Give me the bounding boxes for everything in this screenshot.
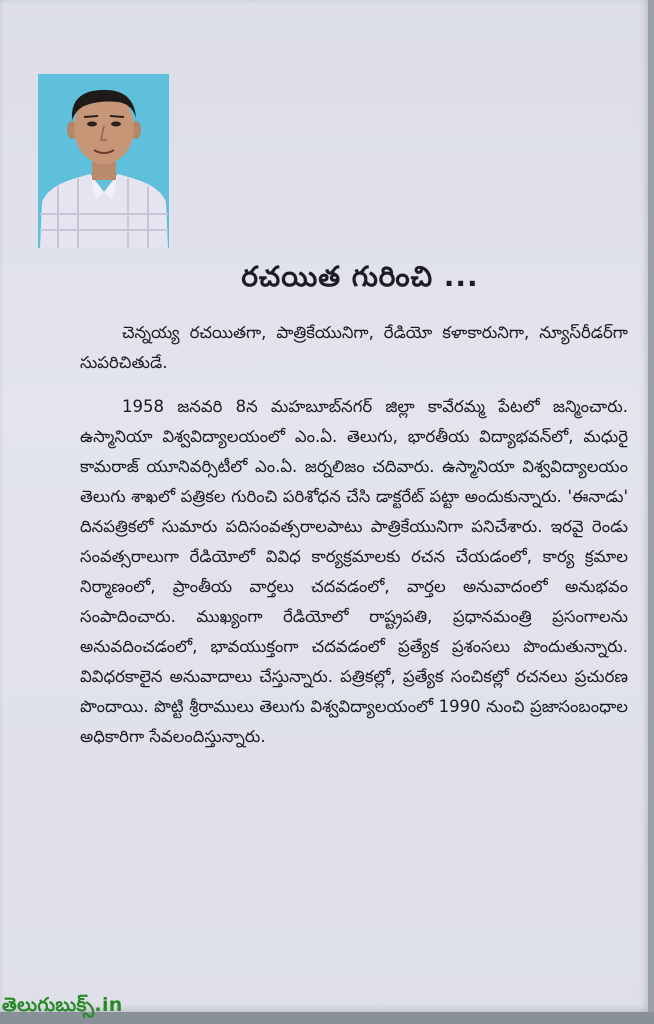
author-bio — [80, 318, 628, 766]
section-heading: రచయిత గురించి ... — [241, 260, 479, 293]
author-portrait-image — [38, 74, 169, 248]
author-photo — [38, 74, 169, 248]
site-watermark: తెలుగుబుక్స్.in — [2, 994, 123, 1016]
bio-paragraph-details: 1958 జనవరి 8న మహబూబ్‌నగర్ జిల్లా కావేరమ్మ పేటలో జన్మించారు. ఉస్మానియా విశ్వవిద్యాలయంలో ఎం.ఏ. తెలుగు, భారతీయ విద్యాభవన్‌లో, మధురై కామరాజ్ యూనివర్సిటీలో ఎం.ఏ. జర్నలిజం చదివారు. ఉస్మానియా విశ్వవిద్యాలయం తెలుగు శాఖలో పత్రికల గురించి పరిశోధన చేసి డాక్టరేట్ పట్టా అందుకున్నారు. 'ఈనాడు' దినపత్రికలో సుమారు పదిసంవత్సరాలపాటు పాత్రికేయునిగా పనిచేశారు. ఇరవై రెండు సంవత్సరాలుగా రేడియోలో వివిధ కార్యక్రమాలకు రచన చేయడంలో, కార్య క్రమాల నిర్మాణంలో, ప్రాంతీయ వార్తలు చదవడంలో, వార్తల అనువాదంలో అనుభవం సంపాదించారు. ముఖ్యంగా రేడియోలో రాష్ట్రపతి, ప్రధానమంత్రి ప్రసంగాలను అనువదించడంలో, భావయుక్తంగా చదవడంలో ప్రత్యేక ప్రశంసలు పొందుతున్నారు. వివిధరకాలైన అనువాదాలు చేస్తున్నారు. పత్రికల్లో, ప్రత్యేక సంచికల్లో రచనలు ప్రచురణ పొందాయి. పొట్టి శ్రీరాములు తెలుగు విశ్వవిద్యాలయంలో 1990 నుంచి ప్రజాసంబంధాల అధికారిగా సేవలందిస్తున్నారు. — [80, 397, 628, 746]
bio-paragraph-intro: చెన్నయ్య రచయితగా, పాత్రికేయునిగా, రేడియో కళాకారునిగా, న్యూస్‌రీడర్‌గా సుపరిచితుడే. — [80, 323, 628, 372]
